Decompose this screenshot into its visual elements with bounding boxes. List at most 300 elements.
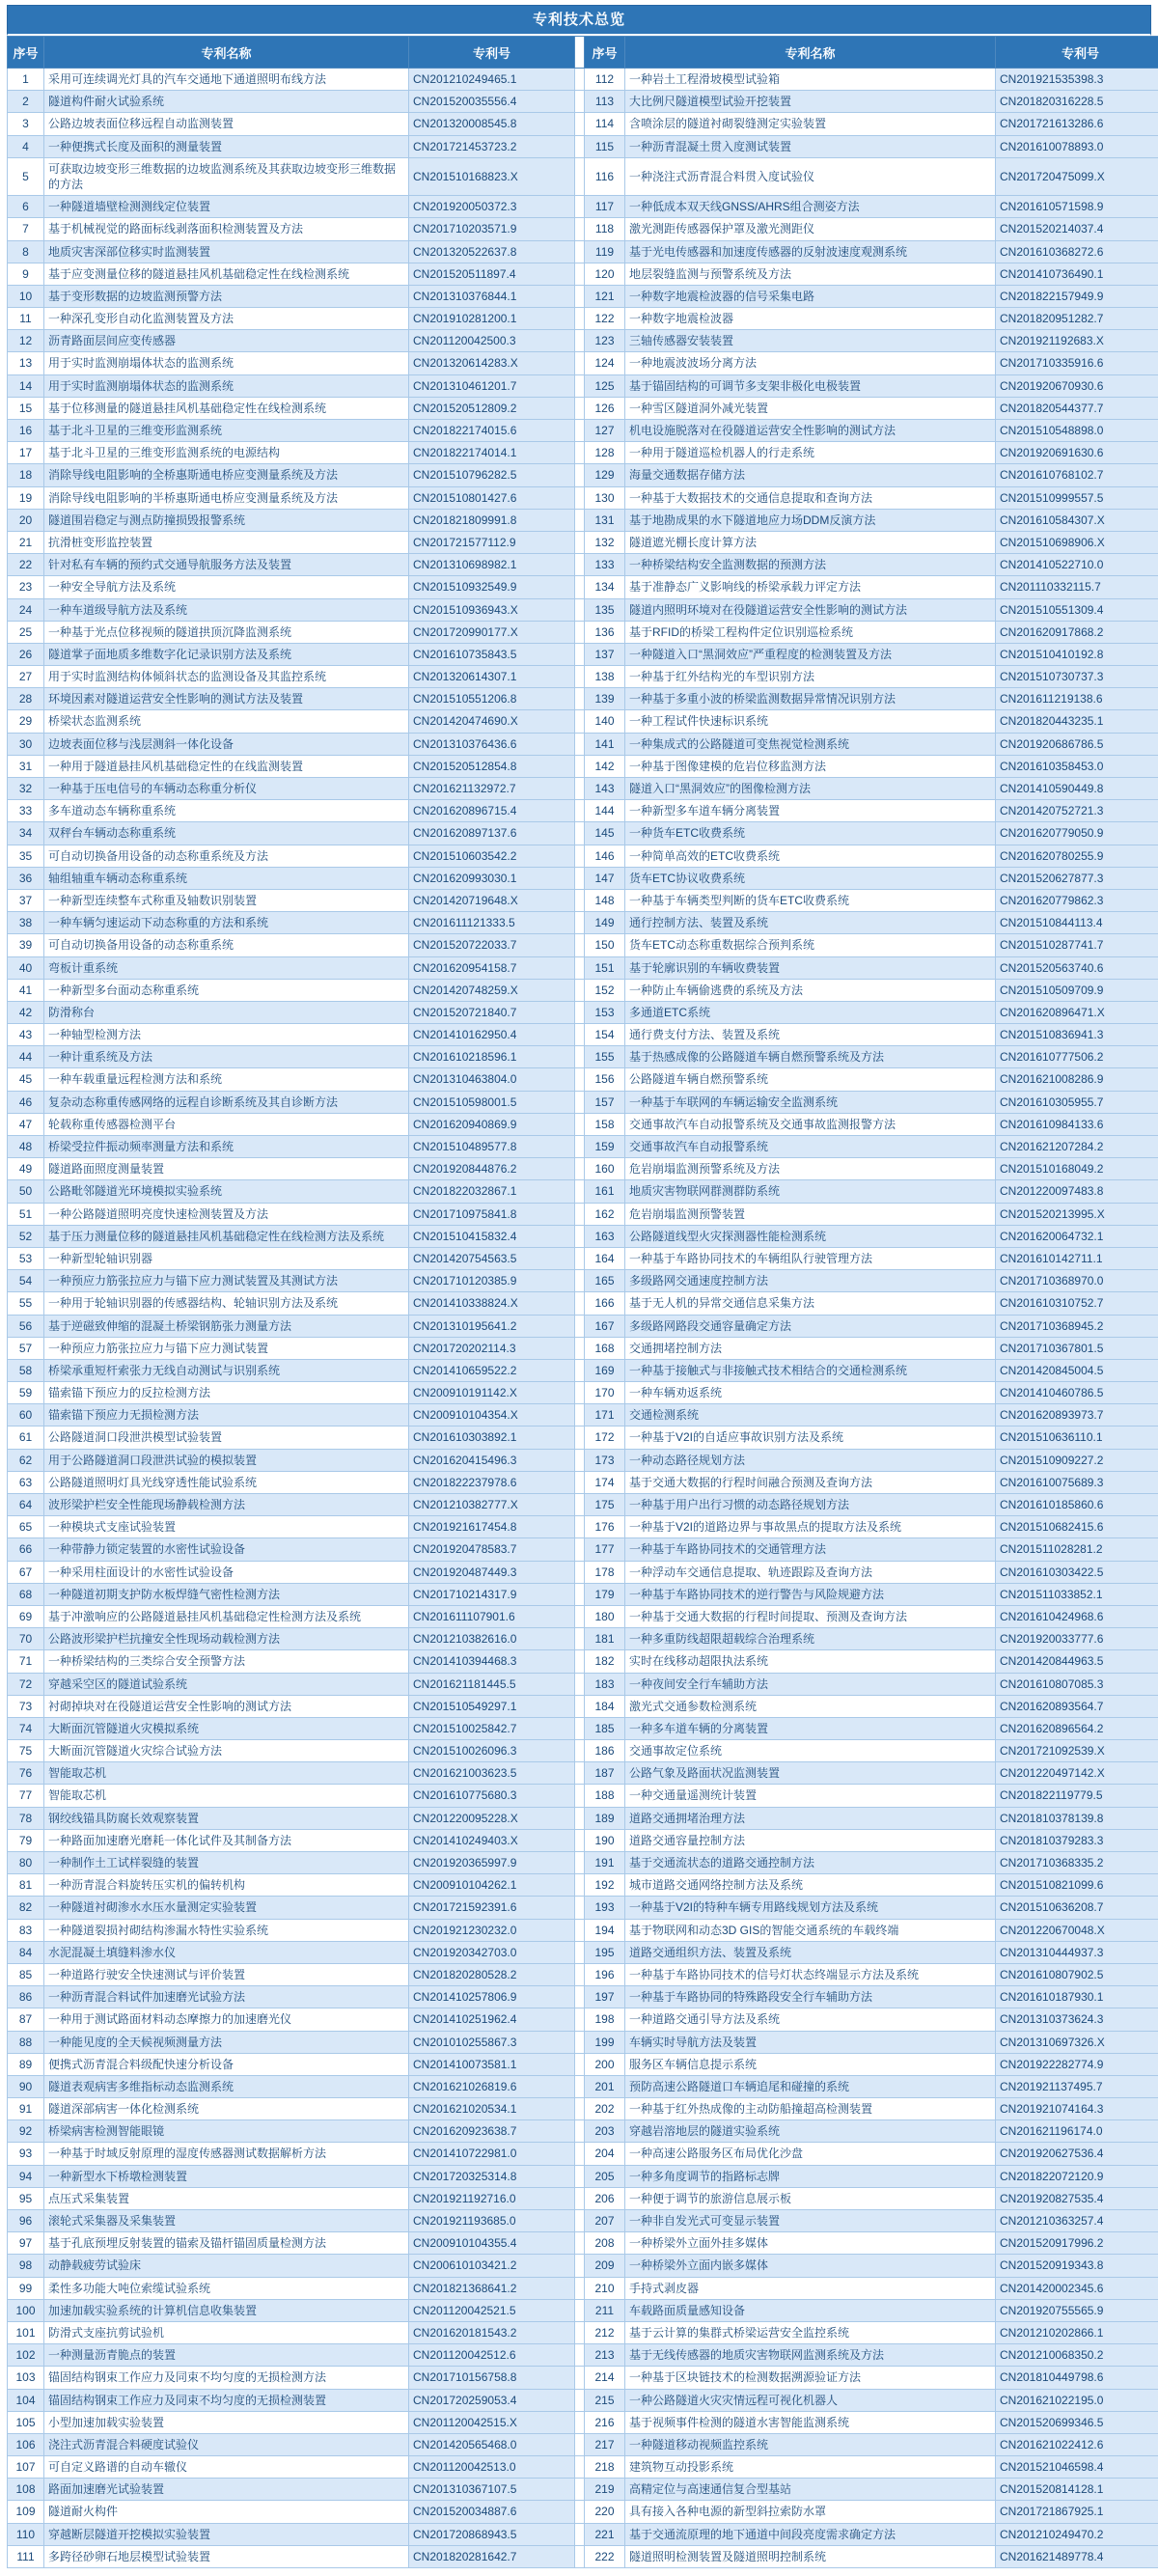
patent-name: 一种基于多重小波的桥梁监测数据异常情况识别方法 bbox=[625, 688, 996, 710]
patent-number: CN201820316228.5 bbox=[996, 91, 1158, 113]
column-gap bbox=[575, 2545, 585, 2567]
patent-name: 一种隧道墙壁检测测线定位装置 bbox=[44, 196, 409, 218]
patent-seq: 143 bbox=[585, 778, 625, 800]
table-row bbox=[8, 1225, 1158, 1247]
column-gap bbox=[575, 2433, 585, 2455]
patent-name: 一种模块式支座试验装置 bbox=[44, 1516, 409, 1538]
patent-number: CN201310373624.3 bbox=[996, 2008, 1158, 2031]
table-row bbox=[8, 135, 1158, 157]
patent-seq: 108 bbox=[8, 2479, 44, 2501]
table-row bbox=[8, 2143, 1158, 2165]
table-row bbox=[8, 1494, 1158, 1516]
patent-number: CN201810449798.6 bbox=[996, 2367, 1158, 2389]
patent-number: CN201320008545.8 bbox=[409, 113, 575, 135]
patent-name: 一种防止车辆偷逃费的系统及方法 bbox=[625, 979, 996, 1001]
patent-seq: 39 bbox=[8, 934, 44, 956]
patent-number: CN201410460786.5 bbox=[996, 1382, 1158, 1404]
patent-seq: 2 bbox=[8, 91, 44, 113]
patent-seq: 176 bbox=[585, 1516, 625, 1538]
patent-seq: 154 bbox=[585, 1024, 625, 1046]
patent-number: CN201510168823.X bbox=[409, 157, 575, 195]
patent-name: 穿越岩溶地层的隧道实验系统 bbox=[625, 2120, 996, 2143]
column-gap bbox=[575, 934, 585, 956]
patent-number: CN201420002345.6 bbox=[996, 2277, 1158, 2299]
column-gap bbox=[575, 1471, 585, 1493]
patent-number: CN201510730737.3 bbox=[996, 666, 1158, 688]
patent-name: 基于机械视觉的路面标线剥落面积检测装置及方法 bbox=[44, 218, 409, 240]
patent-name: 预防高速公路隧道口车辆追尾和碰撞的系统 bbox=[625, 2075, 996, 2097]
patent-number: CN201822032867.1 bbox=[409, 1180, 575, 1203]
table-row bbox=[8, 1359, 1158, 1381]
patent-number: CN201420565468.0 bbox=[409, 2433, 575, 2455]
column-gap bbox=[575, 956, 585, 979]
patent-seq: 123 bbox=[585, 330, 625, 352]
patent-name: 防滑式支座抗剪试验机 bbox=[44, 2321, 409, 2343]
column-gap bbox=[575, 2344, 585, 2367]
table-row bbox=[8, 1426, 1158, 1449]
patent-seq: 71 bbox=[8, 1650, 44, 1673]
table-row bbox=[8, 889, 1158, 911]
patent-name: 可自动切换备用设备的动态称重系统及方法 bbox=[44, 845, 409, 867]
column-gap bbox=[575, 113, 585, 135]
patent-number: CN201410257806.9 bbox=[409, 1986, 575, 2008]
patent-name: 一种预应力筋张拉应力与锚下应力测试装置及其测试方法 bbox=[44, 1270, 409, 1292]
patent-number: CN201410736490.1 bbox=[996, 263, 1158, 285]
patent-seq: 106 bbox=[8, 2433, 44, 2455]
patent-seq: 127 bbox=[585, 420, 625, 442]
patent-name: 一种浇注式沥青混合料贯入度试验仪 bbox=[625, 157, 996, 195]
patent-seq: 42 bbox=[8, 1001, 44, 1023]
patent-number: CN201920050372.3 bbox=[409, 196, 575, 218]
patent-number: CN201920686786.5 bbox=[996, 733, 1158, 755]
patent-number: CN201310376436.6 bbox=[409, 733, 575, 755]
patent-name: 用于实时监测结构体倾斜状态的监测设备及其监控系统 bbox=[44, 666, 409, 688]
patent-name: 基于轮廓识别的车辆收费装置 bbox=[625, 956, 996, 979]
patent-seq: 206 bbox=[585, 2187, 625, 2209]
column-gap bbox=[575, 1516, 585, 1538]
table-row bbox=[8, 196, 1158, 218]
patent-seq: 190 bbox=[585, 1829, 625, 1851]
patent-number: CN201920691630.6 bbox=[996, 442, 1158, 464]
table-row bbox=[8, 621, 1158, 643]
patent-number: CN201820281642.7 bbox=[409, 2545, 575, 2567]
patent-seq: 68 bbox=[8, 1583, 44, 1605]
patent-name: 隧道入口“黑洞效应”的图像检测方法 bbox=[625, 778, 996, 800]
patent-name: 一种新型连续整车式称重及轴数识别装置 bbox=[44, 889, 409, 911]
patent-name: 防滑称台 bbox=[44, 1001, 409, 1023]
table-row bbox=[8, 1941, 1158, 1963]
table-row bbox=[8, 1068, 1158, 1091]
table-row bbox=[8, 1740, 1158, 1762]
column-gap bbox=[575, 554, 585, 576]
patent-seq: 63 bbox=[8, 1471, 44, 1493]
patent-seq: 31 bbox=[8, 755, 44, 777]
patent-name: 一种雪区隧道洞外减光装置 bbox=[625, 397, 996, 419]
patent-name: 用于公路隧道洞口段泄洪试验的模拟装置 bbox=[44, 1449, 409, 1471]
table-row bbox=[8, 1158, 1158, 1180]
patent-seq: 157 bbox=[585, 1091, 625, 1113]
patent-name: 货车ETC协议收费系统 bbox=[625, 867, 996, 889]
patent-number: CN201420719648.X bbox=[409, 889, 575, 911]
patent-number: CN201210249470.2 bbox=[996, 2523, 1158, 2545]
patent-name: 一种夜间安全行车辅助方法 bbox=[625, 1673, 996, 1695]
patent-name: 激光测距传感器保护罩及激光测距仪 bbox=[625, 218, 996, 240]
patent-number: CN201520917996.2 bbox=[996, 2232, 1158, 2255]
patent-name: 基于无线传感器的地质灾害物联网监测系统及方法 bbox=[625, 2344, 996, 2367]
patent-name: 一种数字地震检波器 bbox=[625, 308, 996, 330]
patent-name: 基于北斗卫星的三维变形监测系统的电源结构 bbox=[44, 442, 409, 464]
table-row bbox=[8, 1807, 1158, 1829]
patent-seq: 185 bbox=[585, 1717, 625, 1739]
patent-seq: 158 bbox=[585, 1113, 625, 1135]
patent-name: 隧道掌子面地质多维数字化记录识别方法及系统 bbox=[44, 643, 409, 665]
patent-name: 激光式交通参数检测系统 bbox=[625, 1695, 996, 1717]
patent-seq: 114 bbox=[585, 113, 625, 135]
column-gap bbox=[575, 2120, 585, 2143]
patent-number: CN201620923638.7 bbox=[409, 2120, 575, 2143]
patent-number: CN200610103421.2 bbox=[409, 2255, 575, 2277]
column-header-name-left: 专利名称 bbox=[44, 37, 409, 69]
patent-name: 高精定位与高速通信复合型基站 bbox=[625, 2479, 996, 2501]
patent-number: CN201510636110.1 bbox=[996, 1426, 1158, 1449]
column-gap bbox=[575, 1628, 585, 1650]
patent-number: CN201921074164.3 bbox=[996, 2098, 1158, 2120]
patent-number: CN201520511897.4 bbox=[409, 263, 575, 285]
patent-name: 货车ETC动态称重数据综合预判系统 bbox=[625, 934, 996, 956]
patent-number: CN201520214037.4 bbox=[996, 218, 1158, 240]
patent-name: 交通拥堵控制方法 bbox=[625, 1337, 996, 1359]
patent-seq: 102 bbox=[8, 2344, 44, 2367]
patent-seq: 29 bbox=[8, 710, 44, 733]
patent-name: 隧道表观病害多维指标动态监测系统 bbox=[44, 2075, 409, 2097]
patent-seq: 44 bbox=[8, 1046, 44, 1068]
patent-name: 交通事故定位系统 bbox=[625, 1740, 996, 1762]
patent-seq: 217 bbox=[585, 2433, 625, 2455]
patent-name: 含喷涂层的隧道衬砌裂缝测定实验装置 bbox=[625, 113, 996, 135]
table-row bbox=[8, 1919, 1158, 1941]
column-gap bbox=[575, 979, 585, 1001]
column-gap bbox=[575, 1897, 585, 1919]
patent-name: 便携式沥青混合料级配快速分析设备 bbox=[44, 2053, 409, 2075]
patent-seq: 30 bbox=[8, 733, 44, 755]
patent-seq: 135 bbox=[585, 598, 625, 621]
table-row bbox=[8, 2277, 1158, 2299]
patent-number: CN201921192716.0 bbox=[409, 2187, 575, 2209]
table-row bbox=[8, 1717, 1158, 1739]
patent-name: 采用可连续调光灯具的汽车交通地下通道照明布线方法 bbox=[44, 69, 409, 91]
patent-name: 桥梁状态监测系统 bbox=[44, 710, 409, 733]
patent-name: 多跨径砂卵石地层模型试验装置 bbox=[44, 2545, 409, 2567]
column-gap bbox=[575, 1829, 585, 1851]
patent-name: 一种测量沥青脆点的装置 bbox=[44, 2344, 409, 2367]
patent-number: CN201610303422.5 bbox=[996, 1561, 1158, 1583]
patent-number: CN201820443235.1 bbox=[996, 710, 1158, 733]
patent-number: CN201921617454.8 bbox=[409, 1516, 575, 1538]
table-row bbox=[8, 2031, 1158, 2053]
patent-name: 一种桥梁外立面外挂多媒体 bbox=[625, 2232, 996, 2255]
patent-seq: 35 bbox=[8, 845, 44, 867]
patent-number: CN201620896564.2 bbox=[996, 1717, 1158, 1739]
patent-name: 多通道ETC系统 bbox=[625, 1001, 996, 1023]
table-row bbox=[8, 1628, 1158, 1650]
patent-seq: 66 bbox=[8, 1538, 44, 1561]
patent-number: CN201510168049.2 bbox=[996, 1158, 1158, 1180]
column-gap bbox=[575, 2456, 585, 2479]
patent-seq: 54 bbox=[8, 1270, 44, 1292]
patent-seq: 11 bbox=[8, 308, 44, 330]
patent-number: CN201510821099.6 bbox=[996, 1874, 1158, 1897]
patent-seq: 14 bbox=[8, 374, 44, 397]
patent-name: 一种公路隧道火灾灾情远程可视化机器人 bbox=[625, 2389, 996, 2411]
patent-number: CN201822119779.5 bbox=[996, 1785, 1158, 1807]
patent-name: 动静载疲劳试验床 bbox=[44, 2255, 409, 2277]
patent-seq: 58 bbox=[8, 1359, 44, 1381]
patent-seq: 72 bbox=[8, 1673, 44, 1695]
table-row bbox=[8, 643, 1158, 665]
patent-name: 浇注式沥青混合料硬度试验仪 bbox=[44, 2433, 409, 2455]
patent-name: 一种基于接触式与非接触式技术相结合的交通检测系统 bbox=[625, 1359, 996, 1381]
patent-name: 基于准静态广义影响线的桥梁承载力评定方法 bbox=[625, 576, 996, 598]
patent-seq: 150 bbox=[585, 934, 625, 956]
column-header-number-left: 专利号 bbox=[409, 37, 575, 69]
patent-seq: 141 bbox=[585, 733, 625, 755]
patent-seq: 187 bbox=[585, 1762, 625, 1785]
patent-name: 大断面沉管隧道火灾模拟系统 bbox=[44, 1717, 409, 1739]
patent-number: CN201510836941.3 bbox=[996, 1024, 1158, 1046]
table-row bbox=[8, 486, 1158, 509]
column-header-seq-right: 序号 bbox=[585, 37, 625, 69]
patent-number: CN201810378139.8 bbox=[996, 1807, 1158, 1829]
patent-number: CN201610571598.9 bbox=[996, 196, 1158, 218]
table-row bbox=[8, 442, 1158, 464]
patent-number: CN201620893564.7 bbox=[996, 1695, 1158, 1717]
table-row bbox=[8, 2053, 1158, 2075]
patent-name: 隧道深部病害一体化检测系统 bbox=[44, 2098, 409, 2120]
patent-name: 多车道动态车辆称重系统 bbox=[44, 800, 409, 822]
column-gap bbox=[575, 1337, 585, 1359]
column-gap bbox=[575, 2299, 585, 2321]
patent-name: 水泥混凝土填缝料渗水仪 bbox=[44, 1941, 409, 1963]
patent-name: 地层裂缝监测与预警系统及方法 bbox=[625, 263, 996, 285]
patent-number: CN201621196174.0 bbox=[996, 2120, 1158, 2143]
patent-number: CN201520699346.5 bbox=[996, 2411, 1158, 2433]
patent-number: CN201310698982.1 bbox=[409, 554, 575, 576]
patent-number: CN201620993030.1 bbox=[409, 867, 575, 889]
patent-seq: 138 bbox=[585, 666, 625, 688]
patent-name: 隧道内照明环境对在役隧道运营安全性影响的测试方法 bbox=[625, 598, 996, 621]
patent-name: 一种基于红外结构光的车型识别方法 bbox=[625, 666, 996, 688]
column-gap bbox=[575, 374, 585, 397]
patent-seq: 162 bbox=[585, 1203, 625, 1225]
patent-seq: 132 bbox=[585, 531, 625, 553]
table-row bbox=[8, 1695, 1158, 1717]
column-gap bbox=[575, 2367, 585, 2389]
table-row bbox=[8, 157, 1158, 195]
column-gap bbox=[575, 1650, 585, 1673]
patent-name: 一种多车道车辆的分离装置 bbox=[625, 1717, 996, 1739]
patent-seq: 144 bbox=[585, 800, 625, 822]
patent-name: 一种基于交通大数据的行程时间提取、预测及查询方法 bbox=[625, 1605, 996, 1627]
patent-seq: 199 bbox=[585, 2031, 625, 2053]
patent-name: 一种桥梁结构的三类综合安全预警方法 bbox=[44, 1650, 409, 1673]
column-gap bbox=[575, 688, 585, 710]
column-gap bbox=[575, 1963, 585, 1985]
patent-seq: 48 bbox=[8, 1136, 44, 1158]
patent-seq: 163 bbox=[585, 1225, 625, 1247]
patent-name: 一种预应力筋张拉应力与锚下应力测试装置 bbox=[44, 1337, 409, 1359]
patent-number: CN201420754563.5 bbox=[409, 1247, 575, 1269]
patent-name: 服务区车辆信息提示系统 bbox=[625, 2053, 996, 2075]
table-row bbox=[8, 531, 1158, 553]
patent-number: CN201420474690.X bbox=[409, 710, 575, 733]
column-gap bbox=[575, 509, 585, 531]
patent-number: CN201620415496.3 bbox=[409, 1449, 575, 1471]
patent-number: CN201610807085.3 bbox=[996, 1673, 1158, 1695]
patent-number: CN201621020534.1 bbox=[409, 2098, 575, 2120]
patent-number: CN201621181445.5 bbox=[409, 1673, 575, 1695]
patent-seq: 98 bbox=[8, 2255, 44, 2277]
patent-number: CN201610984133.6 bbox=[996, 1113, 1158, 1135]
table-row bbox=[8, 800, 1158, 822]
table-row bbox=[8, 2299, 1158, 2321]
patent-seq: 145 bbox=[585, 822, 625, 845]
patent-seq: 177 bbox=[585, 1538, 625, 1561]
patent-name: 柔性多功能大吨位索缆试验系统 bbox=[44, 2277, 409, 2299]
patent-number: CN201410251962.4 bbox=[409, 2008, 575, 2031]
patent-seq: 6 bbox=[8, 196, 44, 218]
patent-number: CN201520512809.2 bbox=[409, 397, 575, 419]
patent-number: CN201620181543.2 bbox=[409, 2321, 575, 2343]
patent-number: CN201620779862.3 bbox=[996, 889, 1158, 911]
column-gap bbox=[575, 1091, 585, 1113]
table-row bbox=[8, 2411, 1158, 2433]
patent-seq: 33 bbox=[8, 800, 44, 822]
patent-name: 一种基于车路协同技术的信号灯状态终端显示方法及系统 bbox=[625, 1963, 996, 1985]
patent-seq: 90 bbox=[8, 2075, 44, 2097]
patent-name: 针对私有车辆的预约式交通导航服务方法及装置 bbox=[44, 554, 409, 576]
patent-name: 交通检测系统 bbox=[625, 1404, 996, 1426]
patent-number: CN201621003623.5 bbox=[409, 1762, 575, 1785]
patent-seq: 21 bbox=[8, 531, 44, 553]
patent-name: 基于锚固结构的可调节多支架非极化电极装置 bbox=[625, 374, 996, 397]
table-row bbox=[8, 1203, 1158, 1225]
patent-number: CN201610218596.1 bbox=[409, 1046, 575, 1068]
patent-number: CN201210068350.2 bbox=[996, 2344, 1158, 2367]
patent-name: 可获取边坡变形三维数据的边坡监测系统及其获取边坡变形三维数据的方法 bbox=[44, 157, 409, 195]
patent-number: CN201620064732.1 bbox=[996, 1225, 1158, 1247]
patent-seq: 25 bbox=[8, 621, 44, 643]
patent-number: CN201420845004.5 bbox=[996, 1359, 1158, 1381]
patent-seq: 219 bbox=[585, 2479, 625, 2501]
patent-name: 隧道围岩稳定与测点防撞损毁报警系统 bbox=[44, 509, 409, 531]
patent-name: 一种基于车路协同技术的逆行警告与风险规避方法 bbox=[625, 1583, 996, 1605]
patent-number: CN201610078893.0 bbox=[996, 135, 1158, 157]
patent-name: 公路隧道车辆自燃预警系统 bbox=[625, 1068, 996, 1091]
patent-seq: 117 bbox=[585, 196, 625, 218]
patent-name: 地质灾害物联网群测群防系统 bbox=[625, 1180, 996, 1203]
table-row bbox=[8, 688, 1158, 710]
table-row bbox=[8, 1382, 1158, 1404]
table-row bbox=[8, 464, 1158, 486]
table-row bbox=[8, 2501, 1158, 2523]
patent-name: 公路隧道照明灯具光线穿透性能试验系统 bbox=[44, 1471, 409, 1493]
patent-name: 桥梁病害检测智能眼镜 bbox=[44, 2120, 409, 2143]
patent-name: 手持式剥皮器 bbox=[625, 2277, 996, 2299]
patent-seq: 133 bbox=[585, 554, 625, 576]
patent-seq: 131 bbox=[585, 509, 625, 531]
patent-name: 通行费支付方法、装置及系统 bbox=[625, 1024, 996, 1046]
patent-seq: 38 bbox=[8, 912, 44, 934]
column-gap bbox=[575, 285, 585, 307]
patent-name: 可自动切换备用设备的动态称重系统 bbox=[44, 934, 409, 956]
patent-seq: 116 bbox=[585, 157, 625, 195]
patent-name: 小型加速加载实验装置 bbox=[44, 2411, 409, 2433]
patent-seq: 214 bbox=[585, 2367, 625, 2389]
column-gap bbox=[575, 1180, 585, 1203]
patent-seq: 9 bbox=[8, 263, 44, 285]
patent-seq: 95 bbox=[8, 2187, 44, 2209]
patent-name: 道路交通容量控制方法 bbox=[625, 1829, 996, 1851]
patent-number: CN201610368272.6 bbox=[996, 240, 1158, 263]
column-gap bbox=[575, 37, 585, 69]
patent-name: 一种交通量遥测统计装置 bbox=[625, 1785, 996, 1807]
patent-seq: 164 bbox=[585, 1247, 625, 1269]
patent-name: 一种桥梁结构安全监测数据的预测方法 bbox=[625, 554, 996, 576]
patent-seq: 8 bbox=[8, 240, 44, 263]
patent-number: CN201822072120.9 bbox=[996, 2165, 1158, 2187]
patent-name: 一种非自发光式可变显示装置 bbox=[625, 2210, 996, 2232]
column-gap bbox=[575, 1382, 585, 1404]
table-row bbox=[8, 598, 1158, 621]
patent-number: CN201520213995.X bbox=[996, 1203, 1158, 1225]
patent-number: CN201620896715.4 bbox=[409, 800, 575, 822]
patent-seq: 104 bbox=[8, 2389, 44, 2411]
patent-seq: 166 bbox=[585, 1292, 625, 1315]
patent-seq: 5 bbox=[8, 157, 44, 195]
patent-number: CN201610584307.X bbox=[996, 509, 1158, 531]
patent-seq: 203 bbox=[585, 2120, 625, 2143]
patent-seq: 4 bbox=[8, 135, 44, 157]
patent-number: CN201410394468.3 bbox=[409, 1650, 575, 1673]
patent-number: CN201822157949.9 bbox=[996, 285, 1158, 307]
column-gap bbox=[575, 2501, 585, 2523]
patent-number: CN201310376844.1 bbox=[409, 285, 575, 307]
column-gap bbox=[575, 598, 585, 621]
patent-name: 一种多重防线超限超载综合治理系统 bbox=[625, 1628, 996, 1650]
patent-seq: 105 bbox=[8, 2411, 44, 2433]
patent-seq: 181 bbox=[585, 1628, 625, 1650]
patent-number: CN201611107901.6 bbox=[409, 1605, 575, 1627]
patent-number: CN201620893973.7 bbox=[996, 1404, 1158, 1426]
patent-number: CN201720990177.X bbox=[409, 621, 575, 643]
patent-number: CN201120042512.6 bbox=[409, 2344, 575, 2367]
patent-name: 基于交通流原理的地下通道中间段亮度需求确定方法 bbox=[625, 2523, 996, 2545]
patent-name: 路面加速磨光试验装置 bbox=[44, 2479, 409, 2501]
patent-seq: 194 bbox=[585, 1919, 625, 1941]
table-row bbox=[8, 1762, 1158, 1785]
column-gap bbox=[575, 2232, 585, 2255]
patent-name: 一种带静力锁定装置的水密性试验设备 bbox=[44, 1538, 409, 1561]
patent-seq: 17 bbox=[8, 442, 44, 464]
patent-name: 一种便于调节的旅游信息展示板 bbox=[625, 2187, 996, 2209]
patent-name: 一种车载重量远程检测方法和系统 bbox=[44, 1068, 409, 1091]
patent-number: CN201810379283.3 bbox=[996, 1829, 1158, 1851]
patent-seq: 110 bbox=[8, 2523, 44, 2545]
patent-number: CN201921193685.0 bbox=[409, 2210, 575, 2232]
patent-seq: 52 bbox=[8, 1225, 44, 1247]
patent-name: 实时在线移动超限执法系统 bbox=[625, 1650, 996, 1673]
patent-name: 一种数字地震检波器的信号采集电路 bbox=[625, 285, 996, 307]
